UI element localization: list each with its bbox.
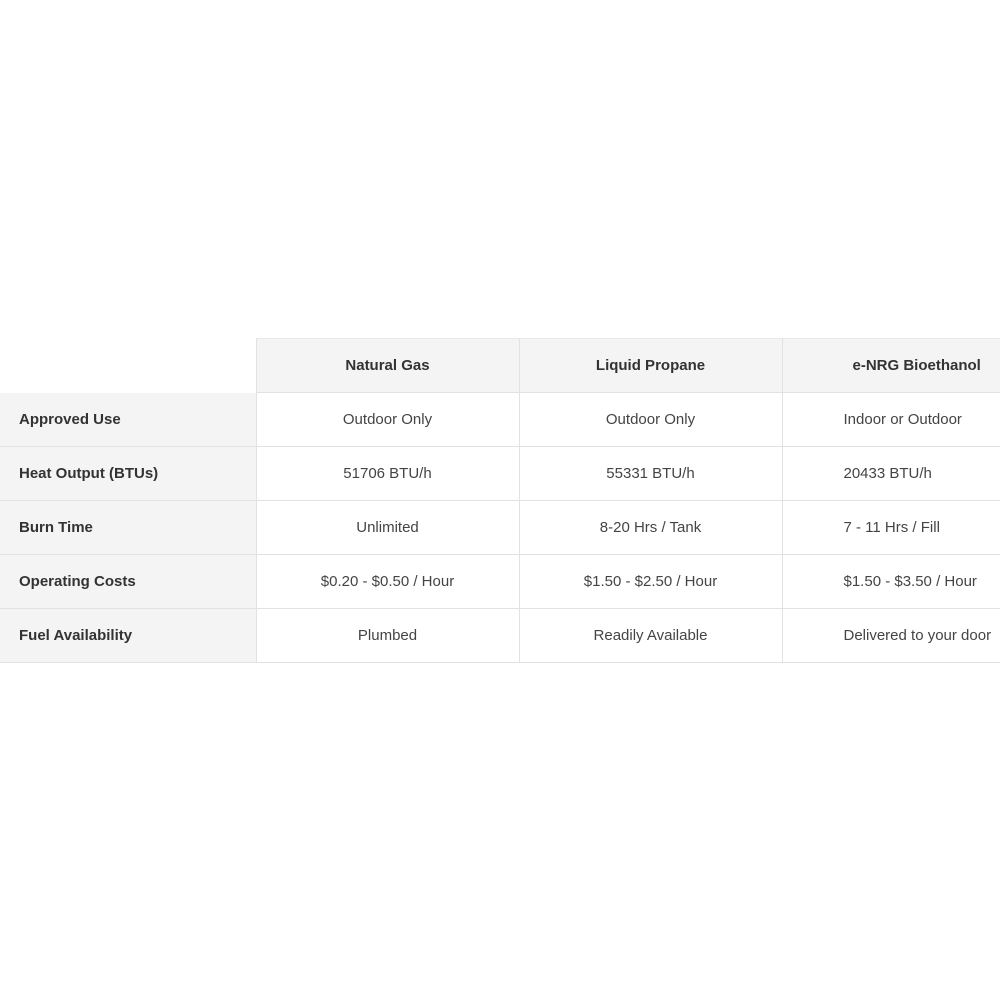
fuel-comparison-table <box>0 338 1000 663</box>
table-row <box>0 501 1000 555</box>
corner-cell <box>0 339 256 393</box>
row-label-burn-time: Burn Time <box>0 501 256 555</box>
table-row <box>0 447 1000 501</box>
table-cell: Delivered to your door <box>782 609 1000 663</box>
table-row <box>0 393 1000 447</box>
table-row <box>0 609 1000 663</box>
column-header-natural-gas: Natural Gas <box>256 339 519 393</box>
row-label-heat-output: Heat Output (BTUs) <box>0 447 256 501</box>
table-cell: Outdoor Only <box>256 393 519 447</box>
table-cell: Unlimited <box>256 501 519 555</box>
table-cell: Plumbed <box>256 609 519 663</box>
table-cell: Indoor or Outdoor <box>782 393 1000 447</box>
column-header-liquid-propane: Liquid Propane <box>519 339 782 393</box>
table-cell: 8-20 Hrs / Tank <box>519 501 782 555</box>
row-label-operating-costs: Operating Costs <box>0 555 256 609</box>
table-cell: 7 - 11 Hrs / Fill <box>782 501 1000 555</box>
table-cell: Outdoor Only <box>519 393 782 447</box>
table-header <box>0 339 1000 393</box>
table-cell: $0.20 - $0.50 / Hour <box>256 555 519 609</box>
column-header-bioethanol: e-NRG Bioethanol <box>782 339 1000 393</box>
header-row <box>0 339 1000 393</box>
table-cell: $1.50 - $2.50 / Hour <box>519 555 782 609</box>
table-row <box>0 555 1000 609</box>
table-body <box>0 393 1000 663</box>
table-cell: 51706 BTU/h <box>256 447 519 501</box>
row-label-approved-use: Approved Use <box>0 393 256 447</box>
table-cell: 20433 BTU/h <box>782 447 1000 501</box>
table-cell: $1.50 - $3.50 / Hour <box>782 555 1000 609</box>
table-cell: Readily Available <box>519 609 782 663</box>
row-label-fuel-availability: Fuel Availability <box>0 609 256 663</box>
table-cell: 55331 BTU/h <box>519 447 782 501</box>
